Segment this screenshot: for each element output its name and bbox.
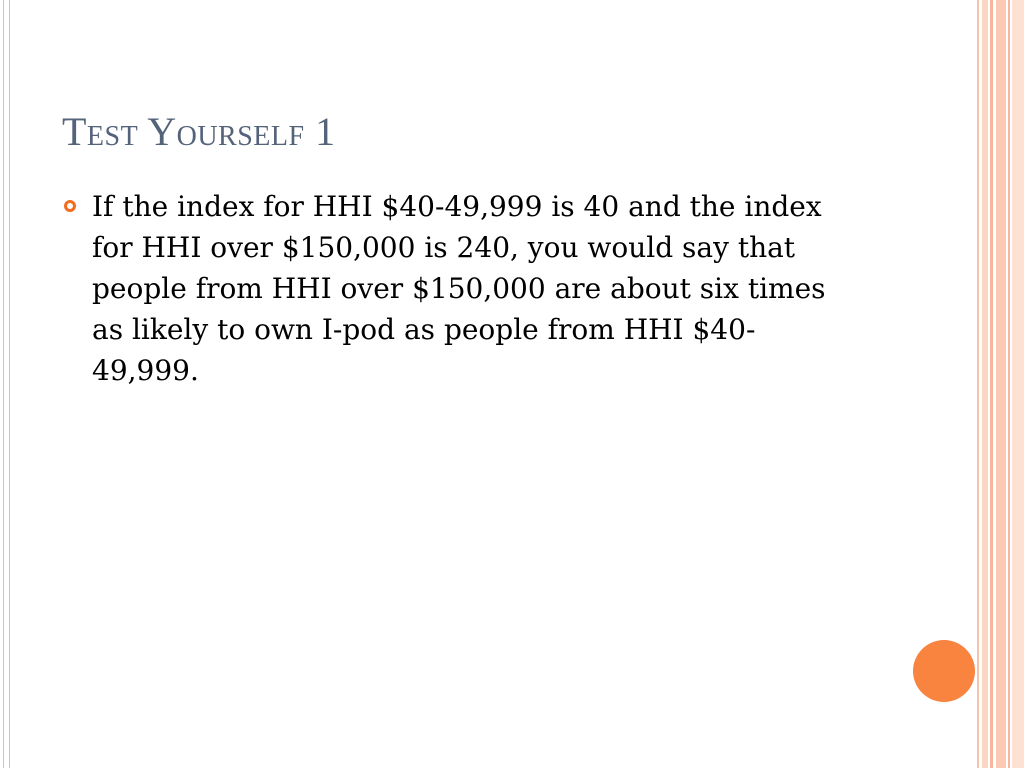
- right-border-stripe-3: [990, 0, 993, 768]
- right-border-stripe-2: [982, 0, 988, 768]
- right-border-stripe-5: [1008, 0, 1010, 768]
- right-border-stripe-1: [977, 0, 979, 768]
- orange-circle-decoration: [913, 640, 975, 702]
- left-border-line-inner: [9, 0, 10, 768]
- left-border-line-outer: [3, 0, 4, 768]
- right-border-stripe-6: [1012, 0, 1024, 768]
- bullet-item: [62, 186, 842, 391]
- hollow-circle-bullet-icon: [64, 200, 76, 212]
- slide-title: Test Yourself 1: [62, 109, 336, 154]
- right-border-stripe-4: [996, 0, 1006, 768]
- bullet-text: If the index for HHI $40-49,999 is 40 and the index for HHI over $150,000 is 240, you would say that people from HHI over $150,000 are about six times as likely to own I-pod as people from HHI $40-49,999.: [92, 190, 826, 387]
- bullet-list: [62, 186, 842, 391]
